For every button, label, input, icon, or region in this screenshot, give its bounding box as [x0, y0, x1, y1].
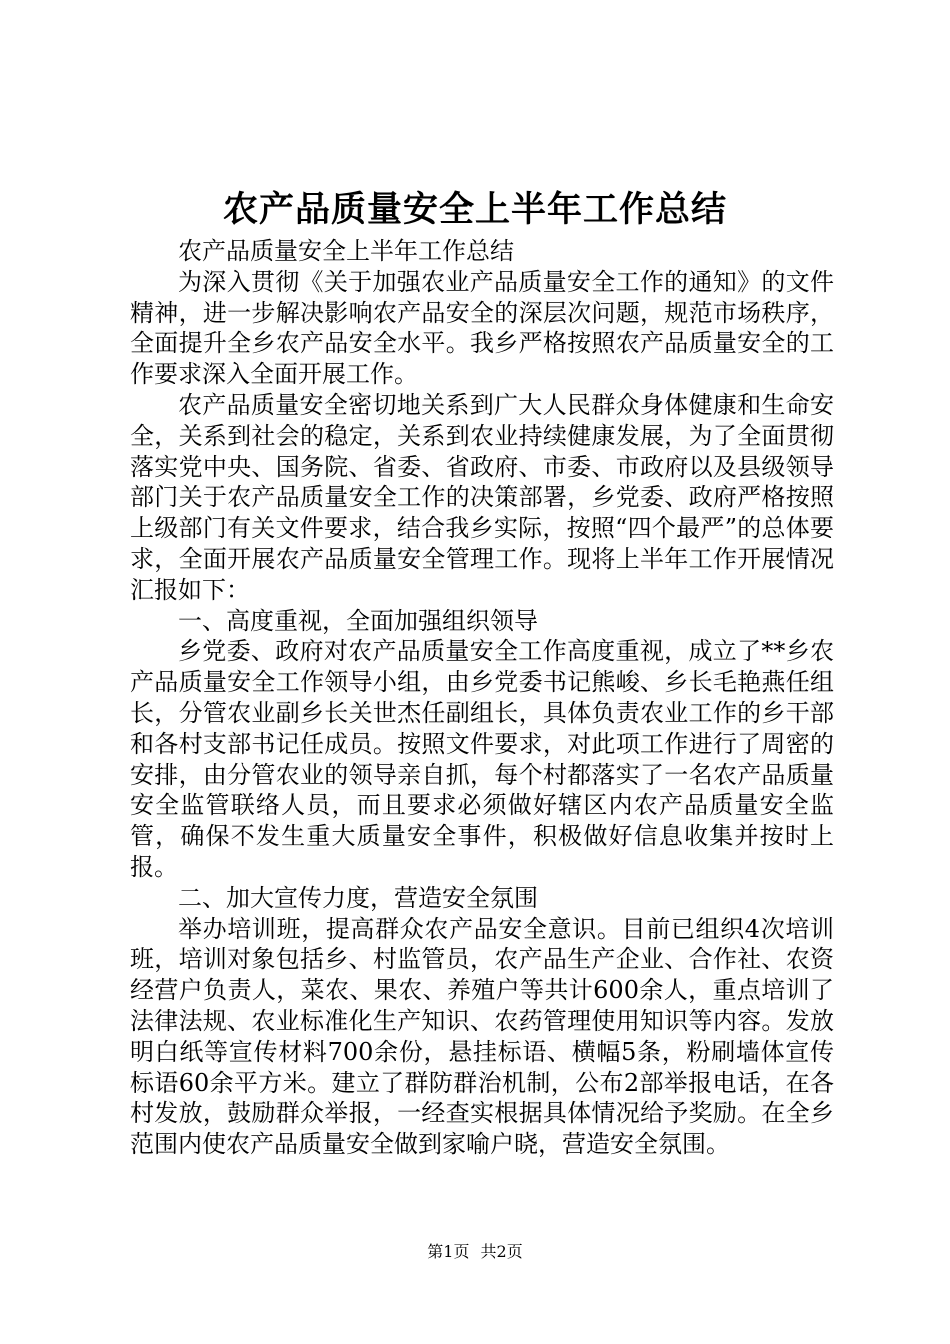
- section-heading-1: 一、高度重视，全面加强组织领导: [178, 606, 538, 635]
- paragraph-publicity: 举办培训班，提高群众农产品安全意识。目前已组织4次培训班，培训对象包括乡、村监管员，农产品生产企业、合作社、农资经营户负责人，菜农、果农、养殖户等共计600余人，重点培训了法律法规、农业标准化生产知识、农药管理使用知识等内容。发放明白纸等宣传材料700余份，悬挂标语、横幅5条，粉刷墙体宣传标语60余平方米。建立了群防群治机制，公布2部举报电话，在各村发放，鼓励群众举报，一经查实根据具体情况给予奖励。在全乡范围内使农产品质量安全做到家喻户晓，营造安全氛围。: [130, 914, 834, 1159]
- page-total: 共2页: [480, 1242, 523, 1261]
- document-body: [130, 236, 834, 1160]
- section-heading-2: 二、加大宣传力度，营造安全氛围: [178, 883, 538, 912]
- document-title: 农产品质量安全上半年工作总结: [222, 189, 727, 230]
- page-number: 第1页: [427, 1242, 470, 1261]
- paragraph-subtitle: 农产品质量安全上半年工作总结: [178, 237, 514, 265]
- paragraph-intro: 为深入贯彻《关于加强农业产品质量安全工作的通知》的文件精神，进一步解决影响农产品安全的深层次问题，规范市场秩序，全面提升全乡农产品安全水平。我乡严格按照农产品质量安全的工作要求深入全面开展工作。: [130, 267, 834, 389]
- page-footer: [0, 1240, 950, 1264]
- paragraph-background: 农产品质量安全密切地关系到广大人民群众身体健康和生命安全，关系到社会的稳定，关系到农业持续健康发展，为了全面贯彻落实党中央、国务院、省委、省政府、市委、市政府以及县级领导部门关于农产品质量安全工作的决策部署，乡党委、政府严格按照上级部门有关文件要求，结合我乡实际，按照“四个最严”的总体要求，全面开展农产品质量安全管理工作。现将上半年工作开展情况汇报如下：: [130, 390, 834, 604]
- paragraph-organization: 乡党委、政府对农产品质量安全工作高度重视，成立了**乡农产品质量安全工作领导小组，由乡党委书记熊峻、乡长毛艳燕任组长，分管农业副乡长关世杰任副组长，具体负责农业工作的乡干部和各村支部书记任成员。按照文件要求，对此项工作进行了周密的安排，由分管农业的领导亲自抓，每个村都落实了一名农产品质量安全监管联络人员，而且要求必须做好辖区内农产品质量安全监管，确保不发生重大质量安全事件，积极做好信息收集并按时上报。: [130, 637, 834, 881]
